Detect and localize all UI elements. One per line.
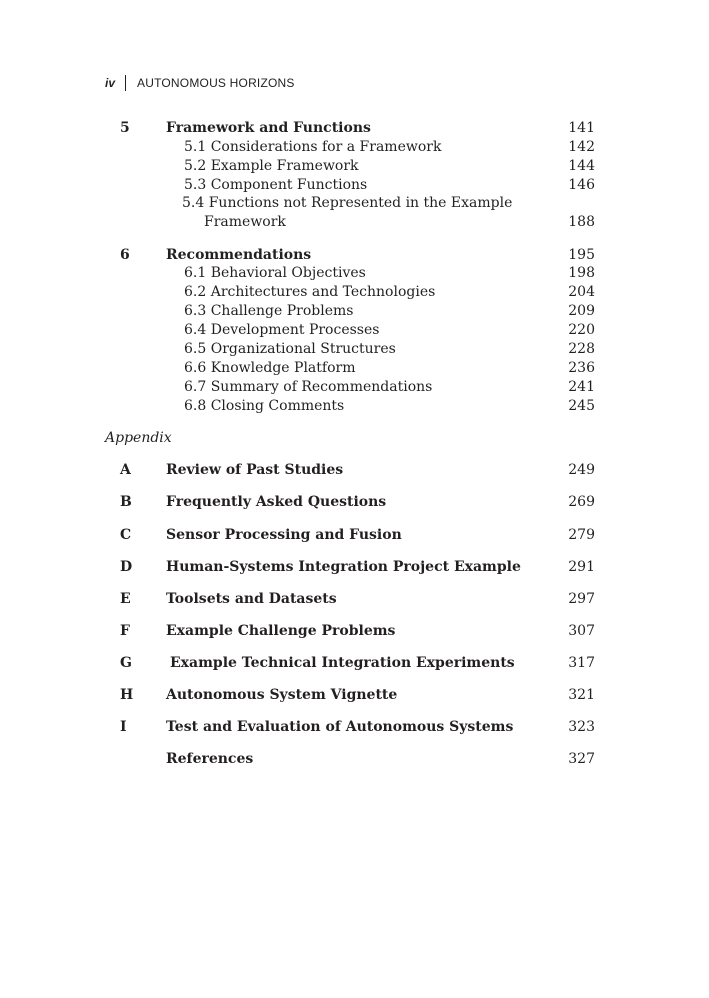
toc-section[interactable] [0,397,709,416]
chapter-title: Framework and Functions [166,120,371,136]
toc-section[interactable] [0,194,709,213]
toc-appendix-item[interactable] [0,590,709,609]
page-ref: 245 [568,398,595,414]
page-ref: 142 [568,139,595,155]
toc-section[interactable] [0,176,709,195]
appendix-title: Autonomous System Vignette [166,687,398,703]
chapter-number: 6 [120,247,130,263]
page-ref: 291 [568,559,595,575]
section-title: 6.1 Behavioral Objectives [184,265,366,281]
appendix-letter: B [120,494,132,510]
page-ref: 279 [568,527,595,543]
page-ref: 144 [568,158,595,174]
references-title: References [166,751,254,767]
appendix-letter: A [120,462,131,478]
toc-section[interactable] [0,359,709,378]
appendix-title: Human-Systems Integration Project Example [166,559,521,575]
appendix-letter: H [120,687,134,703]
section-title: 6.7 Summary of Recommendations [184,379,433,395]
section-title: 5.2 Example Framework [184,158,359,174]
page-ref: 321 [568,687,595,703]
page-ref: 307 [568,623,595,639]
page-ref: 146 [568,177,595,193]
toc-appendix-item[interactable] [0,526,709,545]
page-ref: 249 [568,462,595,478]
appendix-letter: D [120,559,133,575]
appendix-letter: I [120,719,127,735]
toc-appendix-item[interactable] [0,622,709,641]
toc-section[interactable] [0,157,709,176]
appendix-title: Frequently Asked Questions [166,494,387,510]
page-ref: 220 [568,322,595,338]
appendix-title: Test and Evaluation of Autonomous Systems [166,719,514,735]
toc-section[interactable] [0,138,709,157]
toc-section[interactable] [0,321,709,340]
page-ref: 209 [568,303,595,319]
toc-appendix-item[interactable] [0,654,709,673]
section-title: 5.3 Component Functions [184,177,368,193]
appendix-letter: E [120,591,131,607]
section-title: 6.3 Challenge Problems [184,303,354,319]
appendix-letter: G [120,655,132,671]
page-ref: 195 [568,247,595,263]
section-title: 6.6 Knowledge Platform [184,360,356,376]
section-title: 6.5 Organizational Structures [184,341,396,357]
book-title: AUTONOMOUS HORIZONS [137,76,295,90]
toc-appendix-item[interactable] [0,558,709,577]
appendix-letter: C [120,527,132,543]
toc-section[interactable] [0,283,709,302]
section-title: 5.1 Considerations for a Framework [184,139,442,155]
page-ref: 323 [568,719,595,735]
toc-chapter-6[interactable] [0,246,709,265]
appendix-letter: F [120,623,130,639]
toc-section-continued[interactable] [0,213,709,232]
page-ref: 241 [568,379,595,395]
toc-section[interactable] [0,340,709,359]
page-ref: 198 [568,265,595,281]
page-ref: 317 [568,655,595,671]
section-title: 6.2 Architectures and Technologies [184,284,436,300]
page-number: iv [105,76,116,90]
toc-chapter-5[interactable] [0,119,709,138]
toc-appendix-item[interactable] [0,493,709,512]
page-ref: 228 [568,341,595,357]
appendix-title: Review of Past Studies [166,462,344,478]
section-title-continued: Framework [204,214,286,230]
header-divider [125,75,126,91]
running-header [105,75,295,91]
toc-section[interactable] [0,378,709,397]
appendix-heading: Appendix [105,430,172,446]
page-ref: 269 [568,494,595,510]
appendix-title: Example Technical Integration Experiments [170,655,515,671]
chapter-title: Recommendations [166,247,312,263]
section-title: 6.8 Closing Comments [184,398,345,414]
page-ref: 141 [568,120,595,136]
toc-references[interactable] [0,750,709,769]
appendix-title: Example Challenge Problems [166,623,396,639]
page-ref: 188 [568,214,595,230]
toc-appendix-item[interactable] [0,461,709,480]
appendix-title: Sensor Processing and Fusion [166,527,402,543]
page-ref: 297 [568,591,595,607]
section-title: 6.4 Development Processes [184,322,380,338]
toc-appendix-item[interactable] [0,686,709,705]
chapter-number: 5 [120,120,130,136]
toc-appendix-item[interactable] [0,718,709,737]
toc-section[interactable] [0,302,709,321]
toc-section[interactable] [0,264,709,283]
page-ref: 327 [568,751,595,767]
page-ref: 204 [568,284,595,300]
appendix-title: Toolsets and Datasets [166,591,337,607]
page-ref: 236 [568,360,595,376]
section-title: 5.4 Functions not Represented in the Example [182,195,513,211]
